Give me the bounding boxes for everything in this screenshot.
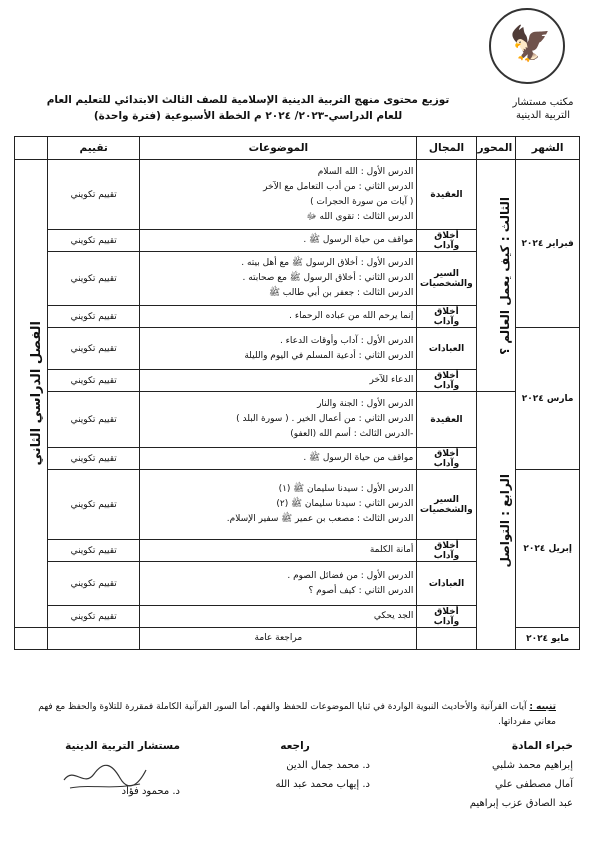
topics-cell <box>140 328 417 370</box>
experts-title: خبراء المادة <box>511 740 573 752</box>
col-evaluation: تقييم <box>48 137 140 160</box>
month-cell <box>516 470 580 628</box>
eval-cell: تقييم تكويني <box>48 540 140 562</box>
topic-line: الدرس الأول : آداب وأوقات الدعاء . <box>279 335 414 346</box>
field-cell: العقيدة <box>417 392 476 448</box>
advisor-title: مستشار التربية الدينية <box>65 740 180 752</box>
topic-line: الدرس الثاني : من أعمال الخير . ( سورة البلد ) <box>236 414 414 424</box>
expert-name: إبراهيم محمد شلبي <box>491 760 573 771</box>
field-cell: أخلاق وآداب <box>417 230 476 252</box>
eval-cell: تقييم تكويني <box>48 562 140 606</box>
topic-line: مراجعة عامة <box>254 633 303 643</box>
topic-line: الدرس الثالث : جعفر بن أبي طالب ﷺ <box>269 288 414 298</box>
topics-cell <box>140 448 417 470</box>
curriculum-table <box>14 136 580 650</box>
handwritten-signature <box>60 758 150 794</box>
note-text: آيات القرآنية والأحاديث النبوية الواردة في ثنايا الموضوعات للحفظ والفهم. أما السور القرآنية الكاملة فمقررة للتلاوة والحفظ مع فهم معاني مفرداتها. <box>38 702 556 727</box>
field-cell: العبادات <box>417 562 476 606</box>
topics-cell <box>140 628 417 650</box>
field-cell: أخلاق وآداب <box>417 606 476 628</box>
topic-line: إنما يرحم الله من عباده الرحماء . <box>289 311 414 321</box>
note-block <box>36 700 556 730</box>
topics-cell <box>140 370 417 392</box>
topic-line: الدرس الثالث : مصعب بن عمير ﷺ سفير الإسلام. <box>226 514 414 524</box>
eagle-icon: 🦅 <box>509 24 552 64</box>
expert-name: عبد الصادق عزب إبراهيم <box>469 798 573 809</box>
month-apr: إبريل ٢٠٢٤ <box>523 543 572 554</box>
topic-line: الدرس الثاني : كيف أصوم ؟ <box>308 585 414 596</box>
col-axis: المحور <box>476 137 516 160</box>
document-title <box>28 92 468 124</box>
topics-cell <box>140 540 417 562</box>
field-cell: السير والشخصيات <box>417 252 476 306</box>
topic-line: ( آيات من سورة الحجرات ) <box>310 196 414 207</box>
table-header-row <box>15 137 580 160</box>
col-field: المجال <box>417 137 476 160</box>
term-label: الفصل الدراسي الثاني <box>29 321 45 466</box>
col-topics: الموضوعات <box>140 137 417 160</box>
reviewer-name: د. محمد جمال الدين <box>286 760 370 771</box>
topic-line: الدرس الثالث : تقوى الله ﷻ <box>306 211 414 222</box>
topic-line: مواقف من حياة الرسول ﷺ . <box>303 453 414 463</box>
office-line2: التربية الدينية <box>516 110 570 121</box>
topic-line: أمانة الكلمة <box>369 545 414 555</box>
office-line1: مكتب مستشار <box>512 97 574 108</box>
ministry-logo <box>489 8 565 84</box>
term-cell <box>15 160 48 628</box>
month-cell <box>516 328 580 470</box>
topic-line: -الدرس الثالث : أسم الله (العفو) <box>290 429 414 439</box>
field-cell: العبادات <box>417 328 476 370</box>
topic-line: مواقف من حياة الرسول ﷺ . <box>303 235 414 245</box>
table-row <box>15 392 580 448</box>
eval-cell: تقييم تكويني <box>48 370 140 392</box>
topic-line: الدرس الثاني : سيدنا سليمان ﷺ (٢) <box>276 499 414 509</box>
topic-line: الدعاء للآخر <box>369 375 414 385</box>
office-label <box>503 96 583 122</box>
topics-cell <box>140 470 417 540</box>
reviewer-title: راجعه <box>280 740 310 752</box>
axis-cell <box>476 160 516 392</box>
month-feb: فبراير ٢٠٢٤ <box>521 238 574 249</box>
field-cell: أخلاق وآداب <box>417 540 476 562</box>
axis-fourth: الرابع : التواصل <box>498 473 513 568</box>
field-cell: أخلاق وآداب <box>417 306 476 328</box>
month-mar: مارس ٢٠٢٤ <box>521 393 574 404</box>
eval-cell: تقييم تكويني <box>48 392 140 448</box>
topic-line: الدرس الأول : أخلاق الرسول ﷺ مع أهل بيته . <box>241 258 414 268</box>
month-may: مايو ٢٠٢٤ <box>526 633 570 644</box>
experts-block <box>403 740 573 813</box>
eval-cell <box>48 628 140 650</box>
term-cell-empty <box>15 628 48 650</box>
field-cell <box>417 628 476 650</box>
eval-cell: تقييم تكويني <box>48 448 140 470</box>
eval-cell: تقييم تكويني <box>48 306 140 328</box>
eval-cell: تقييم تكويني <box>48 230 140 252</box>
topics-cell <box>140 392 417 448</box>
topics-cell <box>140 252 417 306</box>
field-cell: السير والشخصيات <box>417 470 476 540</box>
topic-line: الجد يحكي <box>373 611 414 621</box>
topics-cell <box>140 160 417 230</box>
field-cell: العقيدة <box>417 160 476 230</box>
topic-line: الدرس الثاني : أخلاق الرسول ﷺ مع صحابته . <box>242 273 414 283</box>
eval-cell: تقييم تكويني <box>48 606 140 628</box>
topic-line: الدرس الأول : من فضائل الصوم . <box>287 570 414 581</box>
eval-cell: تقييم تكويني <box>48 160 140 230</box>
topics-cell <box>140 562 417 606</box>
topic-line: الدرس الأول : سيدنا سليمان ﷺ (١) <box>278 484 414 494</box>
topic-line: الدرس الثاني : أدعية المسلم في اليوم والليلة <box>244 350 414 361</box>
topic-line: الدرس الأول : الله السلام <box>317 166 414 177</box>
field-cell: أخلاق وآداب <box>417 370 476 392</box>
field-cell: أخلاق وآداب <box>417 448 476 470</box>
advisor-name: د. محمود فؤاد <box>121 786 180 797</box>
col-term <box>15 137 48 160</box>
axis-third: الثالث : كيف يعمل العالم ؟ <box>498 196 513 355</box>
note-label: تنبيه : <box>529 702 556 712</box>
table-row <box>15 160 580 230</box>
eval-cell: تقييم تكويني <box>48 328 140 370</box>
axis-cell <box>476 392 516 650</box>
title-line1: توزيع محتوى منهج التربية الدينية الإسلامية للصف الثالث الابتدائي للتعليم العام <box>46 94 450 106</box>
topics-cell <box>140 230 417 252</box>
eval-cell: تقييم تكويني <box>48 470 140 540</box>
reviewers-block <box>220 740 370 794</box>
topics-cell <box>140 306 417 328</box>
topic-line: الدرس الأول : الجنة والنار <box>317 399 414 409</box>
title-line2: للعام الدراسي-٢٠٢٣/ ٢٠٢٤ م الخطة الأسبوعية (فترة واحدة) <box>93 110 403 122</box>
topics-cell <box>140 606 417 628</box>
col-month: الشهر <box>516 137 580 160</box>
month-cell <box>516 160 580 328</box>
reviewer-name: د. إيهاب محمد عبد الله <box>275 779 370 790</box>
eval-cell: تقييم تكويني <box>48 252 140 306</box>
topic-line: الدرس الثاني : من أدب التعامل مع الآخر <box>263 181 414 192</box>
expert-name: آمال مصطفى علي <box>494 779 573 790</box>
month-cell <box>516 628 580 650</box>
